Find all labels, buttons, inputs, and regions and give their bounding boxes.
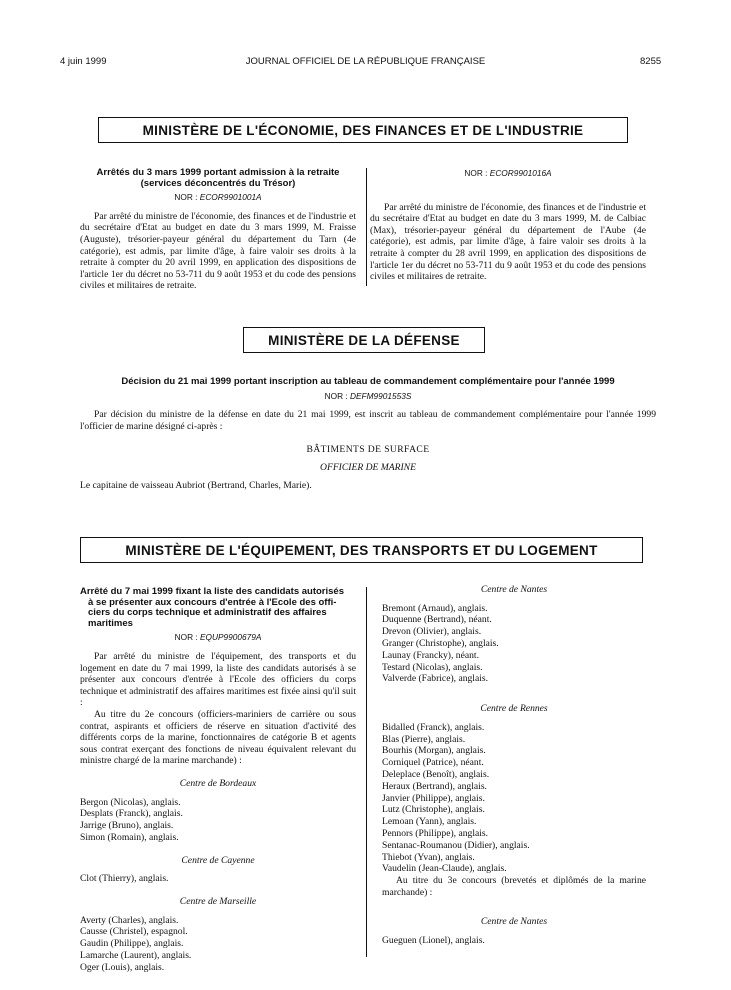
defense-decision-title: Décision du 21 mai 1999 portant inscription au tableau de commandement complémentaire pour l'année 1999 bbox=[121, 376, 615, 387]
ministry-equipement-box bbox=[80, 537, 643, 563]
list-item: Bourhis (Morgan), anglais. bbox=[382, 745, 486, 757]
list-item: Launay (Francky), néant. bbox=[382, 649, 479, 661]
equipement-left-column bbox=[80, 587, 356, 974]
economie-right-column bbox=[370, 168, 646, 283]
ministry-defense-box bbox=[243, 327, 485, 353]
list-item: Heraux (Bertrand), anglais. bbox=[382, 780, 487, 792]
list-item: Oger (Louis), anglais. bbox=[80, 961, 165, 973]
list-item: Granger (Christophe), anglais. bbox=[382, 637, 499, 649]
ministry-equipement-title: MINISTÈRE DE L'ÉQUIPEMENT, DES TRANSPORTS ET DU LOGEMENT bbox=[125, 542, 598, 558]
ministry-economie-box bbox=[98, 117, 628, 143]
centre-heading: Centre de Nantes bbox=[480, 916, 548, 928]
economie-paragraph-1: Par arrêté du ministre de l'économie, des finances et de l'industrie et du secrétaire d'Etat au budget en date du 3 mars 1999, M. Fraisse (Auguste), trésorier-payeur général du département du Tarn (4e catégorie), est admis, par limite d'âge, à faire valoir ses droits à la retraite à compter du 20 avril 1999, en application des dispositions de l'article 1er du décret no 53-711 du 9 août 1953 et du code des pensions civiles et militaires de retraite. bbox=[80, 210, 356, 292]
list-item: Lemoan (Yann), anglais. bbox=[382, 816, 477, 828]
economie-nor-1 bbox=[80, 192, 356, 204]
column-divider bbox=[366, 587, 367, 957]
centre-list-cayenne bbox=[80, 873, 356, 885]
list-item: Deleplace (Benoît), anglais. bbox=[382, 768, 490, 780]
list-item: Bergon (Nicolas), anglais. bbox=[80, 796, 181, 808]
list-item: Thiebot (Yvan), anglais. bbox=[382, 851, 475, 863]
list-item: Gueguen (Lionel), anglais. bbox=[382, 934, 485, 946]
list-item: Simon (Romain), anglais. bbox=[80, 831, 179, 843]
list-item: Desplats (Franck), anglais. bbox=[80, 808, 183, 820]
defense-heading: BÂTIMENTS DE SURFACE bbox=[306, 444, 430, 456]
list-item: Vaudelin (Jean-Claude), anglais. bbox=[382, 863, 507, 875]
list-item: Sentanac-Roumanou (Didier), anglais. bbox=[382, 839, 530, 851]
economie-left-column bbox=[80, 168, 356, 292]
list-item: Clot (Thierry), anglais. bbox=[80, 873, 169, 885]
equipement-nor bbox=[80, 632, 356, 644]
list-item: Duquenne (Bertrand), néant. bbox=[382, 614, 492, 626]
centre-list-rennes bbox=[382, 722, 646, 875]
list-item: Blas (Pierre), anglais. bbox=[382, 733, 466, 745]
centre-heading: Centre de Cayenne bbox=[181, 854, 255, 866]
list-item: Gaudin (Philippe), anglais. bbox=[80, 938, 184, 950]
ministry-economie-title: MINISTÈRE DE L'ÉCONOMIE, DES FINANCES ET DE L'INDUSTRIE bbox=[142, 122, 584, 138]
centre-heading: Centre de Nantes bbox=[480, 584, 548, 595]
centre-list-nantes-3e bbox=[382, 935, 646, 947]
header-page-number: 8255 bbox=[640, 56, 662, 67]
economie-title-line-1: Arrêtés du 3 mars 1999 portant admission à la retraite bbox=[96, 167, 340, 178]
list-item: Causse (Christel), espagnol. bbox=[80, 926, 188, 938]
centre-list-bordeaux bbox=[80, 797, 356, 844]
list-item: Pennors (Philippe), anglais. bbox=[382, 827, 489, 839]
defense-paragraph: Par décision du ministre de la défense en date du 21 mai 1999, est inscrit au tableau de commandement complémentaire pour l'année 1999 l'officier de marine désigné ci-après : bbox=[80, 409, 656, 432]
list-item: Bremont (Arnaud), anglais. bbox=[382, 602, 488, 614]
economie-nor-2 bbox=[370, 168, 646, 180]
nor-code: ECOR9901016A bbox=[489, 168, 552, 178]
economie-arrete-title bbox=[80, 168, 356, 189]
centre-heading: Centre de Marseille bbox=[179, 896, 257, 908]
equipement-title-line-1: Arrêté du 7 mai 1999 fixant la liste des candidats autorisés bbox=[80, 586, 344, 597]
equipement-right-column bbox=[382, 580, 646, 947]
centre-heading: Centre de Bordeaux bbox=[179, 777, 257, 789]
list-item: Lamarche (Laurent), anglais. bbox=[80, 950, 192, 962]
equipement-title-line-3: ciers du corps technique et administratif des affaires bbox=[88, 607, 327, 619]
defense-subheading: OFFICIER DE MARINE bbox=[320, 461, 416, 473]
list-item: Jarrige (Bruno), anglais. bbox=[80, 820, 174, 832]
nor-label: NOR : bbox=[174, 192, 198, 203]
equipement-arrete-title bbox=[80, 587, 356, 629]
list-item: Janvier (Philippe), anglais. bbox=[382, 792, 485, 804]
centre-list-nantes bbox=[382, 603, 646, 686]
defense-section bbox=[80, 377, 656, 491]
centre-list-marseille bbox=[80, 915, 356, 974]
list-item: Lutz (Christophe), anglais. bbox=[382, 804, 485, 816]
nor-label: NOR : bbox=[464, 168, 488, 178]
column-divider bbox=[366, 168, 367, 286]
equipement-title-line-2: à se présenter aux concours d'entrée à l'Ecole des offi- bbox=[88, 596, 337, 608]
nor-code: ECOR9901001A bbox=[199, 192, 262, 203]
list-item: Corniquel (Patrice), néant. bbox=[382, 757, 484, 769]
header-journal: JOURNAL OFFICIEL DE LA RÉPUBLIQUE FRANÇAISE bbox=[245, 56, 486, 67]
economie-title-line-2: (services déconcentrés du Trésor) bbox=[140, 177, 296, 189]
defense-nor bbox=[80, 391, 656, 403]
ministry-defense-title: MINISTÈRE DE LA DÉFENSE bbox=[268, 332, 460, 348]
header-date: 4 juin 1999 bbox=[60, 56, 107, 67]
nor-code: DEFM9901553S bbox=[350, 390, 412, 401]
nor-code: EQUP9900679A bbox=[200, 632, 262, 643]
list-item: Drevon (Olivier), anglais. bbox=[382, 626, 482, 638]
centre-heading: Centre de Rennes bbox=[480, 703, 548, 715]
defense-entry: Le capitaine de vaisseau Aubriot (Bertrand, Charles, Marie). bbox=[80, 479, 312, 491]
economie-paragraph-2: Par arrêté du ministre de l'économie, des finances et de l'industrie et du secrétaire d'Etat au budget en date du 3 mars 1999, M. de Calbiac (Max), trésorier-payeur général du département de l'Aube (4e catégorie), est admis, par limite d'âge, à faire valoir ses droits à la retraite à compter du 28 avril 1999, en application des dispositions de l'article 1er du décret no 53-711 du 9 août 1953 et du code des pensions civiles et militaires de retraite. bbox=[370, 201, 646, 283]
equipement-paragraph-3: Au titre du 3e concours (brevetés et diplômés de la marine marchande) : bbox=[382, 875, 646, 898]
nor-label: NOR : bbox=[324, 390, 348, 401]
equipement-paragraph-2: Au titre du 2e concours (officiers-mariniers de carrière ou sous contrat, aspirants et officiers de réserve en situation d'activité des différents corps de la marine, fonctionnaires de catégorie B et agents sous contrat exerçant des fonctions de niveau équivalent relevant du ministre chargé de la marine marchande) : bbox=[80, 708, 356, 767]
nor-label: NOR : bbox=[174, 632, 198, 643]
equipement-title-line-4: maritimes bbox=[88, 617, 133, 629]
equipement-paragraph-1: Par arrêté du ministre de l'équipement, des transports et du logement en date du 7 mai 1999, la liste des candidats autorisés à se présenter aux concours d'entrée à l'Ecole des officiers du corps technique et administratif des affaires maritimes est fixée ainsi qu'il suit : bbox=[80, 650, 356, 709]
list-item: Testard (Nicolas), anglais. bbox=[382, 661, 483, 673]
list-item: Bidalled (Franck), anglais. bbox=[382, 721, 485, 733]
list-item: Valverde (Fabrice), anglais. bbox=[382, 673, 489, 685]
list-item: Averty (Charles), anglais. bbox=[80, 914, 179, 926]
